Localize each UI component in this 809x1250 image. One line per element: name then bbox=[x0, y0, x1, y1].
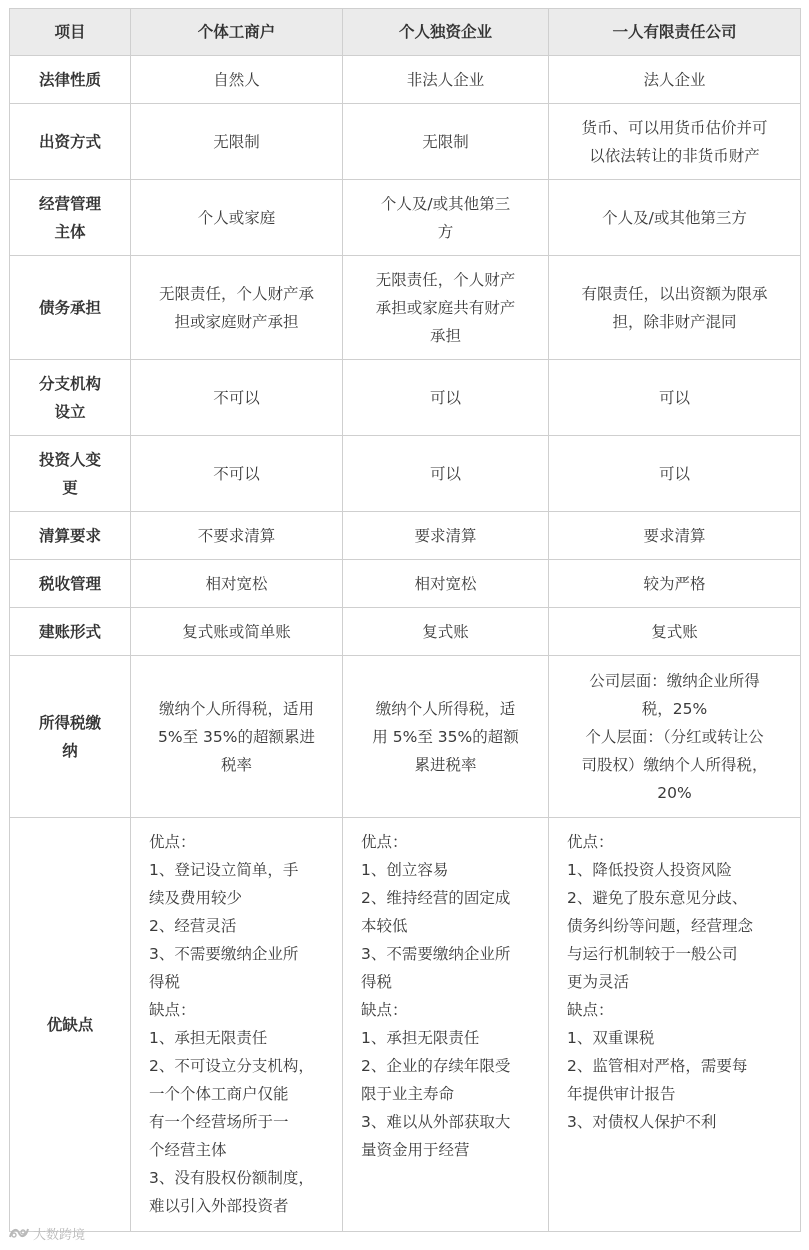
cell-line: 个人或家庭 bbox=[197, 208, 276, 227]
list-item: 2、维持经营的固定成 bbox=[361, 889, 511, 907]
cell-one-person-llc bbox=[549, 180, 801, 256]
list-item: 本较低 bbox=[361, 917, 408, 935]
list-item: 1、承担无限责任 bbox=[149, 1029, 268, 1047]
table-row bbox=[10, 608, 801, 656]
list-item: 2、避免了股东意见分歧、 bbox=[567, 889, 748, 907]
list-item: 限于业主寿命 bbox=[361, 1085, 455, 1103]
row-label-line: 投资人变 bbox=[38, 450, 101, 469]
cell-individual-business bbox=[131, 180, 343, 256]
cell-line: 复式账 bbox=[422, 622, 469, 641]
cell-line: 要求清算 bbox=[643, 526, 706, 545]
cell-one-person-llc bbox=[549, 436, 801, 512]
row-label bbox=[10, 104, 131, 180]
row-label-line: 纳 bbox=[62, 741, 78, 760]
cell-line: 无限责任，个人财产承 bbox=[158, 284, 314, 303]
list-item: 优点： bbox=[149, 833, 196, 851]
list-item: 个经营主体 bbox=[149, 1141, 227, 1159]
table-row bbox=[10, 512, 801, 560]
cell-line: 可以 bbox=[429, 388, 461, 407]
row-label-line: 出资方式 bbox=[38, 132, 101, 151]
cell-line: 个人及/或其他第三 bbox=[380, 194, 511, 213]
cell-line: 不可以 bbox=[213, 464, 260, 483]
list-item: 与运行机制较于一般公司 bbox=[567, 945, 738, 963]
list-item: 1、双重课税 bbox=[567, 1029, 655, 1047]
cell-one-person-llc bbox=[549, 104, 801, 180]
header-individual-business: 个体工商户 bbox=[131, 9, 343, 56]
cell-line: 缴纳个人所得税，适用 bbox=[158, 699, 314, 718]
cell-line: 相对宽松 bbox=[414, 574, 477, 593]
cell-line: 要求清算 bbox=[414, 526, 477, 545]
cell-line: 用 5%至 35%的超额 bbox=[372, 727, 519, 746]
pros-cons-list bbox=[361, 818, 534, 1172]
cell-one-person-llc bbox=[549, 256, 801, 360]
cell-line: 公司层面：缴纳企业所得 bbox=[589, 671, 760, 690]
cell-individual-business bbox=[131, 436, 343, 512]
list-item: 3、不需要缴纳企业所 bbox=[149, 945, 299, 963]
row-label-line: 所得税缴 bbox=[38, 713, 101, 732]
list-item: 1、登记设立简单，手 bbox=[149, 861, 299, 879]
cell-line: 非法人企业 bbox=[406, 70, 485, 89]
cell-line: 担或家庭财产承担 bbox=[174, 312, 299, 331]
cell-line: 无限责任，个人财产 bbox=[375, 270, 516, 289]
list-item: 2、不可设立分支机构， bbox=[149, 1057, 314, 1075]
comparison-table bbox=[9, 8, 801, 1232]
cell-line: 货币、可以用货币估价并可 bbox=[581, 118, 768, 137]
pros-cons-one-person-llc bbox=[549, 818, 801, 1232]
row-label-line: 经营管理 bbox=[38, 194, 101, 213]
cell-line: 无限制 bbox=[213, 132, 260, 151]
list-item: 更为灵活 bbox=[567, 973, 630, 991]
table-row bbox=[10, 656, 801, 818]
list-item: 优点： bbox=[361, 833, 408, 851]
table-row bbox=[10, 180, 801, 256]
header-item: 项目 bbox=[10, 9, 131, 56]
row-label bbox=[10, 656, 131, 818]
row-label-line: 更 bbox=[62, 478, 78, 497]
cell-line: 累进税率 bbox=[414, 755, 477, 774]
cell-line: 不可以 bbox=[213, 388, 260, 407]
cell-one-person-llc bbox=[549, 512, 801, 560]
row-label-line: 债务承担 bbox=[38, 298, 101, 317]
list-item: 一个个体工商户仅能 bbox=[149, 1085, 289, 1103]
table-row bbox=[10, 436, 801, 512]
cell-line: 承担或家庭共有财产 bbox=[375, 298, 516, 317]
watermark-text: 大数跨境 bbox=[33, 1227, 86, 1243]
cell-line: 个人层面：（分红或转让公 bbox=[585, 727, 764, 746]
cell-line: 担，除非财产混同 bbox=[612, 312, 737, 331]
pros-cons-list bbox=[567, 818, 786, 1144]
cell-one-person-llc bbox=[549, 56, 801, 104]
cell-sole-proprietorship bbox=[343, 560, 549, 608]
cell-line: 复式账或简单账 bbox=[182, 622, 291, 641]
cell-line: 可以 bbox=[429, 464, 461, 483]
cell-individual-business bbox=[131, 56, 343, 104]
table-row bbox=[10, 56, 801, 104]
cell-individual-business bbox=[131, 104, 343, 180]
cell-sole-proprietorship bbox=[343, 656, 549, 818]
row-label bbox=[10, 608, 131, 656]
cell-line: 有限责任，以出资额为限承 bbox=[581, 284, 768, 303]
list-item: 2、经营灵活 bbox=[149, 917, 237, 935]
cell-line: 可以 bbox=[658, 388, 690, 407]
cell-line: 法人企业 bbox=[643, 70, 706, 89]
cell-line: 无限制 bbox=[422, 132, 469, 151]
list-item: 3、对债权人保护不利 bbox=[567, 1113, 717, 1131]
cell-individual-business bbox=[131, 512, 343, 560]
list-item: 缺点： bbox=[149, 1001, 196, 1019]
list-item: 优点： bbox=[567, 833, 614, 851]
row-label-line: 法律性质 bbox=[38, 70, 101, 89]
cell-line: 复式账 bbox=[651, 622, 698, 641]
pros-cons-list bbox=[149, 818, 328, 1228]
cell-line: 相对宽松 bbox=[205, 574, 268, 593]
row-label-line: 分支机构 bbox=[38, 374, 101, 393]
list-item: 3、不需要缴纳企业所 bbox=[361, 945, 511, 963]
list-item: 3、没有股权份额制度， bbox=[149, 1169, 314, 1187]
row-label-line: 税收管理 bbox=[38, 574, 101, 593]
row-label bbox=[10, 360, 131, 436]
table-row bbox=[10, 104, 801, 180]
pros-cons-sole-proprietorship bbox=[343, 818, 549, 1232]
table-row bbox=[10, 560, 801, 608]
pros-cons-individual-business bbox=[131, 818, 343, 1232]
table-row bbox=[10, 360, 801, 436]
cell-sole-proprietorship bbox=[343, 104, 549, 180]
list-item: 1、承担无限责任 bbox=[361, 1029, 480, 1047]
cell-line: 承担 bbox=[429, 326, 461, 345]
watermark bbox=[8, 1222, 85, 1244]
list-item: 年提供审计报告 bbox=[567, 1085, 676, 1103]
row-label bbox=[10, 436, 131, 512]
list-item: 2、监管相对严格，需要每 bbox=[567, 1057, 748, 1075]
table-row bbox=[10, 256, 801, 360]
list-item: 1、创立容易 bbox=[361, 861, 449, 879]
row-label-line: 主体 bbox=[54, 222, 86, 241]
cell-one-person-llc bbox=[549, 608, 801, 656]
cell-individual-business bbox=[131, 656, 343, 818]
list-item: 1、降低投资人投资风险 bbox=[567, 861, 732, 879]
cell-sole-proprietorship bbox=[343, 256, 549, 360]
cell-line: 以依法转让的非货币财产 bbox=[589, 146, 760, 165]
cell-one-person-llc bbox=[549, 360, 801, 436]
list-item: 难以引入外部投资者 bbox=[149, 1197, 289, 1215]
cell-one-person-llc bbox=[549, 656, 801, 818]
cell-line: 20% bbox=[657, 783, 692, 802]
cell-sole-proprietorship bbox=[343, 608, 549, 656]
cell-sole-proprietorship bbox=[343, 360, 549, 436]
row-label-line: 设立 bbox=[54, 402, 86, 421]
header-row bbox=[10, 9, 801, 56]
cell-line: 个人及/或其他第三方 bbox=[602, 208, 747, 227]
header-one-person-llc: 一人有限责任公司 bbox=[549, 9, 801, 56]
row-label bbox=[10, 560, 131, 608]
cell-sole-proprietorship bbox=[343, 180, 549, 256]
cell-line: 税，25% bbox=[641, 699, 708, 718]
table-row-pros-cons bbox=[10, 818, 801, 1232]
list-item: 缺点： bbox=[361, 1001, 408, 1019]
list-item: 有一个经营场所于一 bbox=[149, 1113, 289, 1131]
cell-line: 自然人 bbox=[213, 70, 260, 89]
row-label bbox=[10, 56, 131, 104]
header-sole-proprietorship: 个人独资企业 bbox=[343, 9, 549, 56]
cell-line: 方 bbox=[437, 222, 454, 241]
brand-logo-icon bbox=[8, 1226, 30, 1240]
list-item: 3、难以从外部获取大 bbox=[361, 1113, 511, 1131]
cell-sole-proprietorship bbox=[343, 436, 549, 512]
cell-individual-business bbox=[131, 360, 343, 436]
cell-individual-business bbox=[131, 560, 343, 608]
cell-line: 5%至 35%的超额累进 bbox=[158, 727, 315, 746]
list-item: 量资金用于经营 bbox=[361, 1141, 470, 1159]
row-label bbox=[10, 256, 131, 360]
list-item: 债务纠纷等问题，经营理念 bbox=[567, 917, 754, 935]
list-item: 得税 bbox=[149, 973, 181, 991]
cell-line: 可以 bbox=[658, 464, 690, 483]
cell-sole-proprietorship bbox=[343, 512, 549, 560]
list-item: 得税 bbox=[361, 973, 393, 991]
cell-line: 不要求清算 bbox=[197, 526, 276, 545]
cell-line: 缴纳个人所得税，适 bbox=[375, 699, 516, 718]
row-label-line: 建账形式 bbox=[38, 622, 101, 641]
list-item: 缺点： bbox=[567, 1001, 614, 1019]
list-item: 2、企业的存续年限受 bbox=[361, 1057, 511, 1075]
row-label bbox=[10, 512, 131, 560]
cell-one-person-llc bbox=[549, 560, 801, 608]
cell-line: 税率 bbox=[220, 755, 252, 774]
cell-individual-business bbox=[131, 608, 343, 656]
row-label-line: 清算要求 bbox=[38, 526, 101, 545]
cell-line: 较为严格 bbox=[643, 574, 706, 593]
row-label: 优缺点 bbox=[10, 818, 131, 1232]
cell-sole-proprietorship bbox=[343, 56, 549, 104]
list-item: 续及费用较少 bbox=[149, 889, 243, 907]
cell-individual-business bbox=[131, 256, 343, 360]
row-label bbox=[10, 180, 131, 256]
cell-line: 司股权）缴纳个人所得税， bbox=[581, 755, 768, 774]
